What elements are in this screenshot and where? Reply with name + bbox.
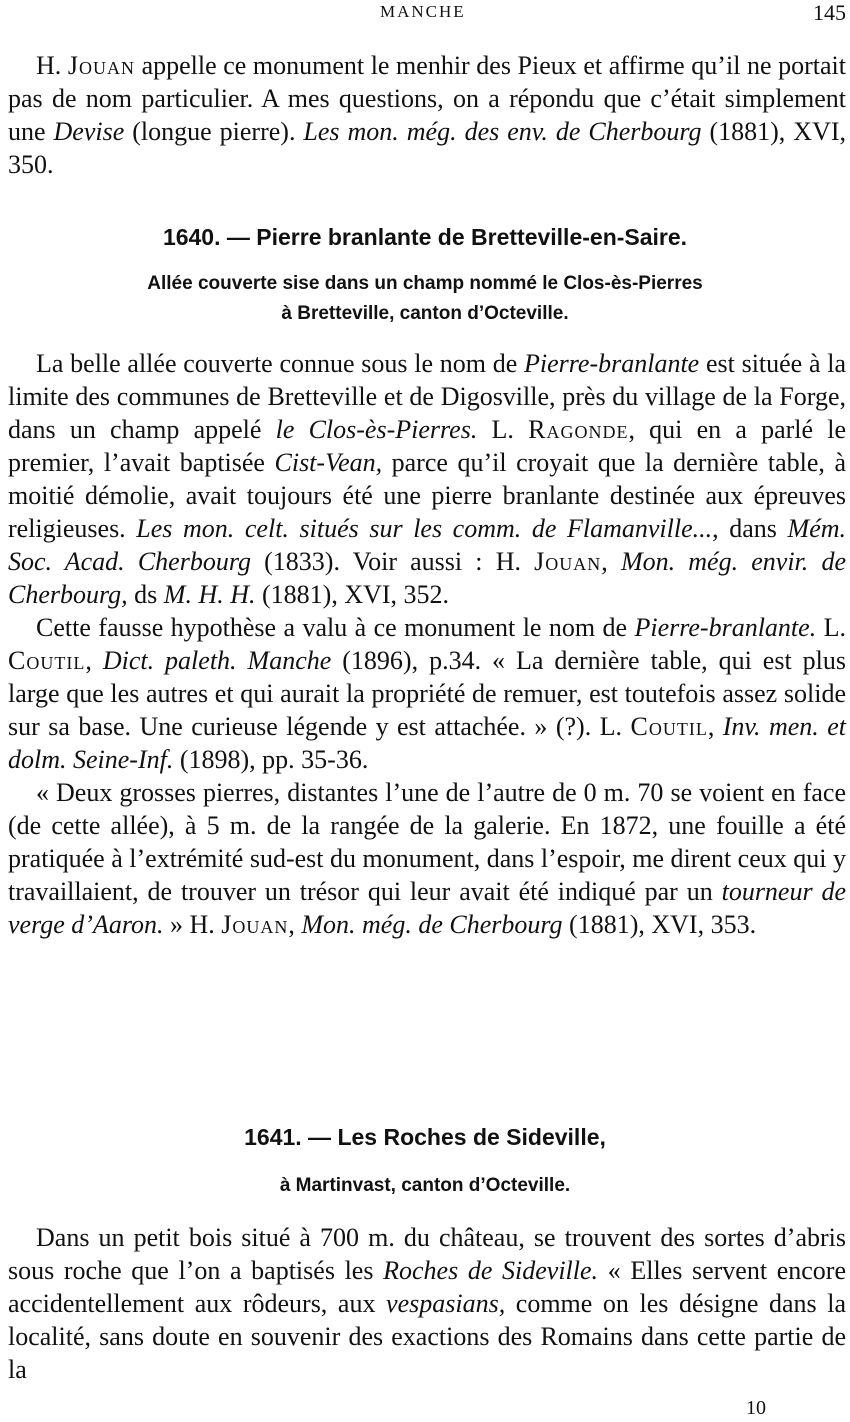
paragraph-1: La belle allée couverte connue sous le nom de Pierre-branlante est située à la limite des communes de Bretteville et de Digosville, près du village de la Forge, dans un champ appelé le Clos-ès-Pierres. L. Ragonde, qui en a parlé le premier, l’avait baptisée Cist-Vean, parce qu’il croyait que la dernière table, à moitié démolie, avait toujours été une pierre branlante destinée aux épreuves religieuses. Les mon. celt. situés sur les comm. de Flamanville..., dans Mém. Soc. Acad. Cherbourg (1833). Voir aussi : H. Jouan, Mon. még. envir. de Cherbourg, ds M. H. H. (1881), XVI, 352. (8, 349, 847, 609)
running-header: MANCHE (380, 2, 466, 21)
signature-mark: 10 (746, 1397, 766, 1419)
intro-paragraph: H. Jouan appelle ce monument le menhir des Pieux et affirme qu’il ne portait pas de nom particulier. A mes questions, on a répondu que c’était simplement une Devise (longue pierre). Les mon. még. des env. de Cherbourg (1881), XVI, 350. (8, 51, 847, 179)
paragraph-2: Cette fausse hypothèse a valu à ce monument le nom de Pierre-branlante. L. Coutil, Dict. paleth. Manche (1896), p.34. « La dernière table, qui est plus large que les autres et qui aurait la propriété de remuer, est toutefois assez solide sur sa base. Une curieuse légende y est attachée. » (?). L. Coutil, Inv. men. et dolm. Seine-Inf. (1898), pp. 35-36. (8, 613, 847, 774)
section-1640-subtitle-1: Allée couverte sise dans un champ nommé le Clos-ès-Pierres (147, 273, 703, 294)
section-1640-body (8, 347, 846, 941)
section-1641-subtitle: à Martinvast, canton d’Octeville. (279, 1175, 571, 1196)
section-1641-body (8, 1221, 846, 1386)
section-1640-subtitle-2: à Bretteville, canton d’Octeville. (281, 303, 569, 324)
section-1641-title: 1641. — Les Roches de Sideville, (244, 1124, 606, 1150)
paragraph-3: « Deux grosses pierres, distantes l’une de l’autre de 0 m. 70 se voient en face (de cette allée), à 5 m. de la rangée de la galerie. En 1872, une fouille a été pratiquée à l’extrémité sud-est du monument, dans l’espoir, me dirent ceux qui y travaillaient, de trouver un trésor qui leur avait été indiqué par un tourneur de verge d’Aaron. » H. Jouan, Mon. még. de Cherbourg (1881), XVI, 353. (8, 778, 847, 939)
section-1640-title: 1640. — Pierre branlante de Bretteville-en-Saire. (162, 224, 688, 250)
paragraph-4: Dans un petit bois situé à 700 m. du château, se trouvent des sortes d’abris sous roche que l’on a baptisés les Roches de Sideville. « Elles servent encore accidentellement aux rôdeurs, aux vespasians, comme on les désigne dans la localité, sans doute en souvenir des exactions des Romains dans cette partie de la (8, 1223, 846, 1384)
page-number: 145 (813, 0, 846, 25)
